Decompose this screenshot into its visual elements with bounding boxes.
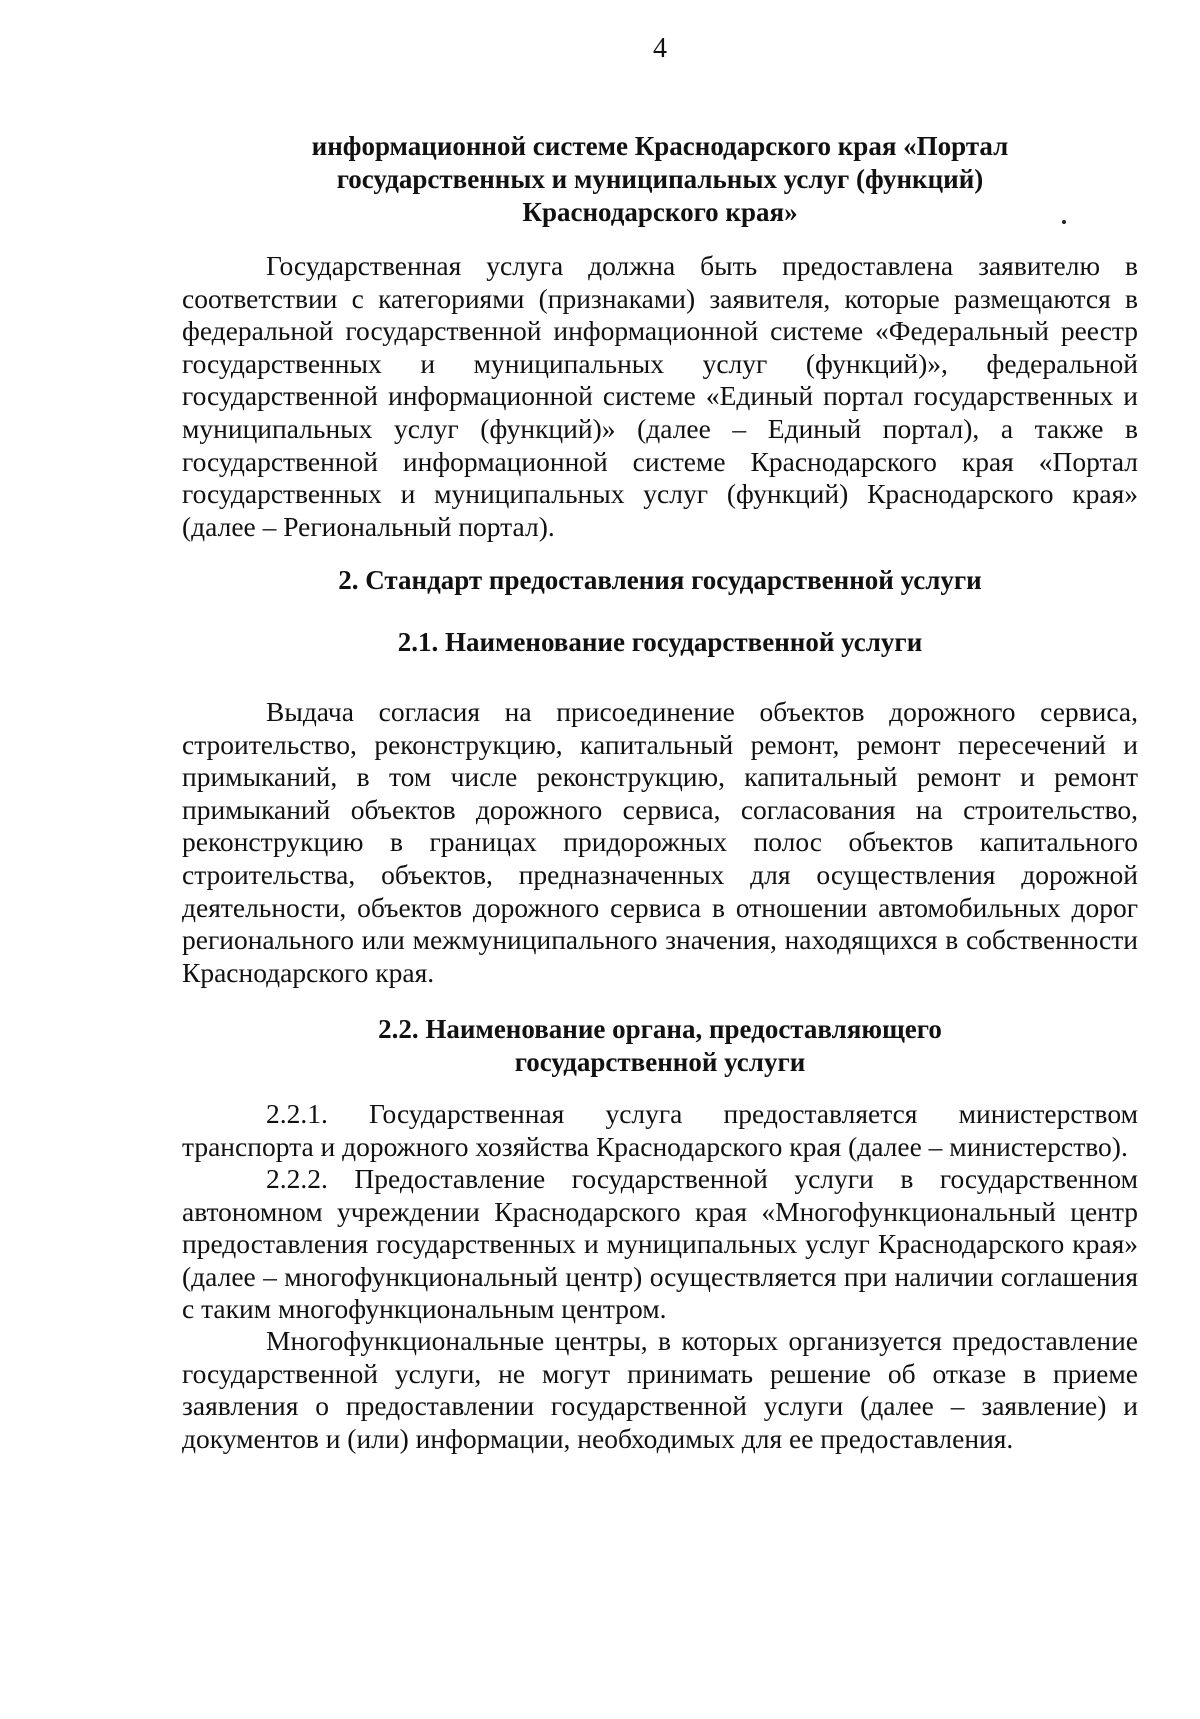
section-2-1-title: 2.1. Наименование государственной услуги <box>397 627 923 657</box>
paragraph-2-1: Выдача согласия на присоединение объектов дорожного сервиса, строительство, реконструкцию, капитальный ремонт, ремонт пересечений и примыканий, в том числе реконструкцию, капитальный ремонт и ремонт примыканий объектов дорожного сервиса, согласования на строительство, реконструкцию в границах придорожных полос объектов капитального строительства, объектов, предназначенных для осуществления дорожной деятельности, объектов дорожного сервиса в отношении автомобильных дорог регионального или межмуниципального значения, находящихся в собственности Краснодарского края. <box>182 696 1138 988</box>
heading-top-line-1: информационной системе Краснодарского края «Портал <box>311 131 1009 161</box>
section-2-title: 2. Стандарт предоставления государственной услуги <box>338 565 982 595</box>
section-2-2-title <box>182 1013 1138 1079</box>
heading-top-line-3: Краснодарского края» <box>522 197 798 227</box>
paragraph-intro: Государственная услуга должна быть предоставлена заявителю в соответствии с категориями (признаками) заявителя, которые размещаются в федеральной государственной информационной системе «Федеральный реестр государственных и муниципальных услуг (функций)», федеральной государственной информационной системе «Единый портал государственных и муниципальных услуг (функций)» (далее – Единый портал), а также в государственной информационной системе Краснодарского края «Портал государственных и муниципальных услуг (функций) Краснодарского края» (далее – Региональный портал). <box>182 250 1138 542</box>
page-number: 4 <box>653 33 667 64</box>
paragraph-2-2-1: 2.2.1. Государственная услуга предоставляется министерством транспорта и дорожного хозяйства Краснодарского края (далее – министерство). <box>182 1098 1138 1162</box>
section-2-2-title-line-2: государственной услуги <box>514 1047 806 1077</box>
paragraph-mfc: Многофункциональные центры, в которых организуется предоставление государственной услуги, не могут принимать решение об отказе в приеме заявления о предоставлении государственной услуги (далее – заявление) и документов и (или) информации, необходимых для ее предоставления. <box>182 1325 1138 1454</box>
paragraph-2-2-2: 2.2.2. Предоставление государственной услуги в государственном автономном учреждении Краснодарского края «Многофункциональный центр предоставления государственных и муниципальных услуг Краснодарского края» (далее – многофункциональный центр) осуществляется при наличии соглашения с таким многофункциональным центром. <box>182 1163 1138 1325</box>
heading-top-line-2: государственных и муниципальных услуг (функций) <box>336 164 984 194</box>
stray-dot <box>1062 220 1066 224</box>
heading-top <box>182 130 1138 229</box>
section-2-2-title-line-1: 2.2. Наименование органа, предоставляющего <box>378 1014 942 1044</box>
